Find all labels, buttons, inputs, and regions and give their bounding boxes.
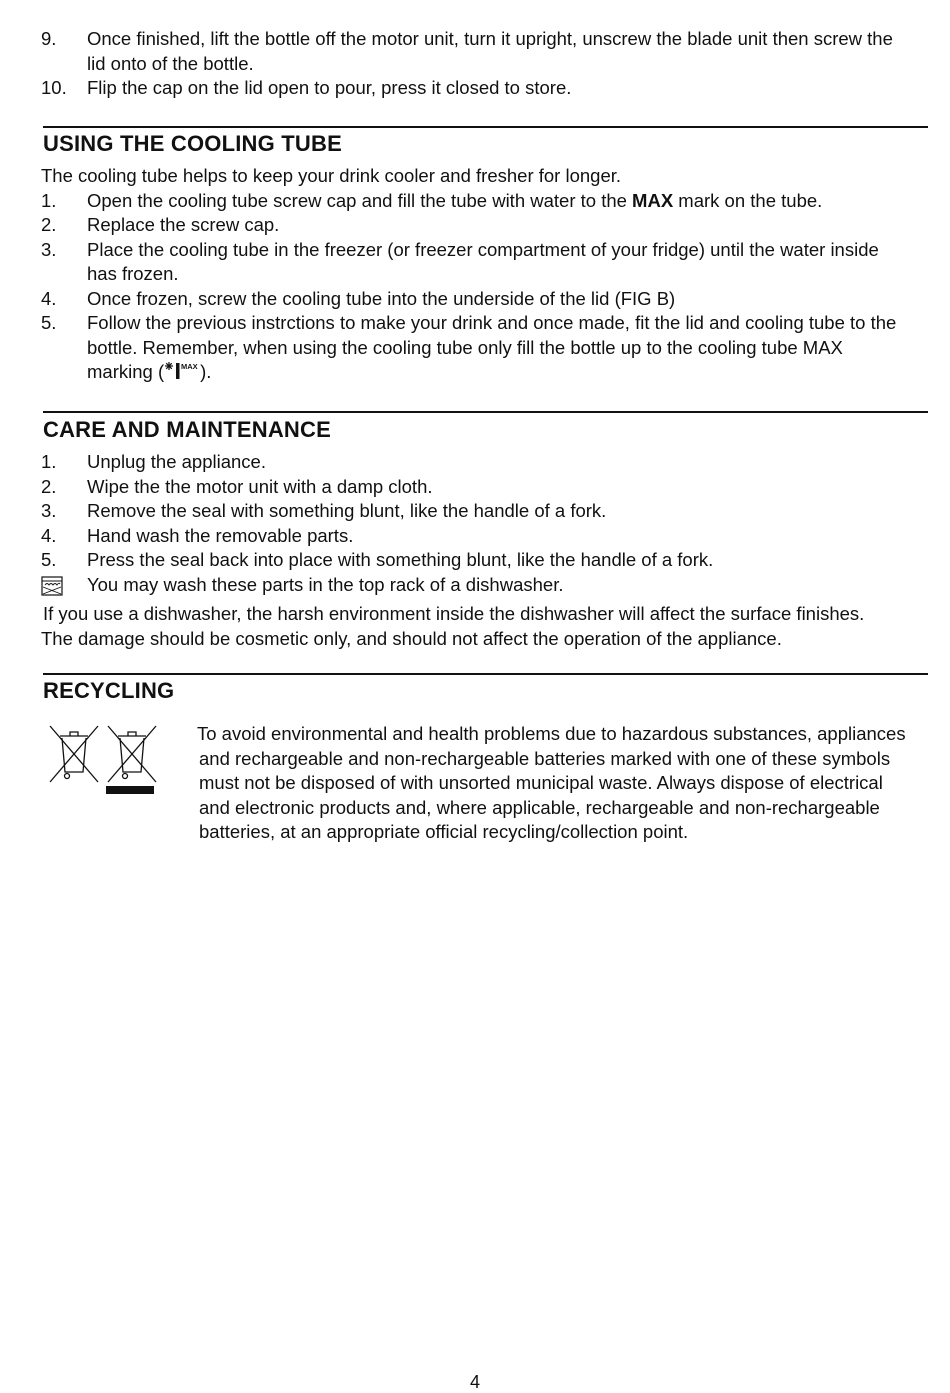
section-heading-cooling: USING THE COOLING TUBE	[43, 131, 342, 156]
step-text: lid onto of the bottle.	[87, 52, 254, 74]
step-number: 2.	[41, 475, 57, 497]
list-item	[41, 475, 931, 500]
dishwasher-note-row	[41, 573, 931, 603]
list-item	[41, 189, 931, 214]
step-text: Unplug the appliance.	[87, 451, 266, 472]
list-item	[41, 499, 931, 524]
dishwasher-warning: The damage should be cosmetic only, and should not affect the operation of the appliance.	[41, 627, 782, 649]
list-item	[41, 311, 931, 387]
max-marking-icon	[164, 360, 200, 387]
step-text: has frozen.	[87, 263, 179, 284]
step-text: marking (	[87, 361, 165, 382]
step-number: 2.	[41, 214, 57, 235]
list-item	[41, 213, 931, 238]
section-divider	[43, 411, 928, 413]
step-number: 10.	[41, 77, 67, 98]
section-heading-care: CARE AND MAINTENANCE	[43, 417, 331, 442]
list-item	[41, 287, 931, 312]
list-item	[41, 548, 931, 573]
step-text: Flip the cap on the lid open to pour, press it closed to store.	[87, 77, 572, 98]
step-number: 3.	[41, 500, 57, 521]
list-item	[41, 450, 931, 475]
dishwasher-note: You may wash these parts in the top rack of a dishwasher.	[87, 573, 564, 595]
step-text: mark on the tube.	[673, 189, 823, 211]
recycling-line: and rechargeable and non-rechargeable batteries marked with one of these symbols	[199, 747, 891, 769]
step-text: ).	[200, 361, 212, 382]
list-item	[41, 524, 931, 549]
step-text: Place the cooling tube in the freezer (or freezer compartment of your fridge) until the water inside	[87, 238, 879, 260]
step-text: Open the cooling tube screw cap and fill the tube with water to the	[87, 189, 633, 211]
recycling-line: To avoid environmental and health problems due to hazardous substances, appliances	[197, 723, 906, 744]
step-number: 5.	[41, 312, 57, 333]
step-text: Once finished, lift the bottle off the motor unit, turn it upright, unscrew the blade unit then screw the	[87, 28, 893, 49]
step-text: Press the seal back into place with something blunt, like the handle of a fork.	[87, 549, 714, 570]
cooling-section	[41, 164, 931, 387]
step-number: 3.	[41, 238, 57, 260]
list-item	[41, 27, 931, 76]
dishwasher-icon	[41, 576, 63, 596]
dishwasher-warning: If you use a dishwasher, the harsh environment inside the dishwasher will affect the surface finishes.	[43, 603, 865, 624]
recycling-line: batteries, at an appropriate official recycling/collection point.	[199, 821, 689, 842]
section-divider	[43, 126, 928, 128]
recycling-line: and electronic products and, where applicable, rechargeable and non-rechargeable	[199, 796, 880, 818]
list-item	[41, 238, 931, 287]
recycling-text	[197, 722, 932, 845]
step-text: Replace the screw cap.	[87, 214, 280, 235]
step-number: 5.	[41, 549, 57, 570]
step-text: Wipe the the motor unit with a damp cloth.	[87, 475, 433, 497]
cooling-intro: The cooling tube helps to keep your drink cooler and fresher for longer.	[41, 165, 622, 186]
step-text: Once frozen, screw the cooling tube into the underside of the lid (FIG B)	[87, 287, 676, 309]
weee-symbols	[48, 722, 158, 805]
step-number: 4.	[41, 287, 57, 309]
step-text: Remove the seal with something blunt, like the handle of a fork.	[87, 500, 607, 521]
step-text: bottle. Remember, when using the cooling tube only fill the bottle up to the cooling tube MAX	[87, 336, 843, 358]
crossed-bin-icon	[48, 722, 158, 798]
step-text: Follow the previous instrctions to make your drink and once made, fit the lid and cooling tube to the	[87, 312, 897, 333]
max-bold: MAX	[632, 189, 674, 211]
step-number: 1.	[41, 451, 57, 472]
step-text: Hand wash the removable parts.	[87, 524, 354, 546]
step-number: 1.	[41, 189, 57, 211]
step-number: 9.	[41, 28, 57, 49]
step-number: 4.	[41, 524, 57, 546]
recycling-line: must not be disposed of with unsorted municipal waste. Always dispose of electrical	[199, 772, 883, 793]
list-item	[41, 76, 931, 101]
section-divider	[43, 673, 928, 675]
section-heading-recycling: RECYCLING	[43, 678, 175, 703]
intro-steps	[41, 27, 931, 101]
care-section	[41, 450, 931, 651]
page-number: 4	[469, 1372, 480, 1392]
max-mark-label: MAX	[181, 362, 198, 371]
